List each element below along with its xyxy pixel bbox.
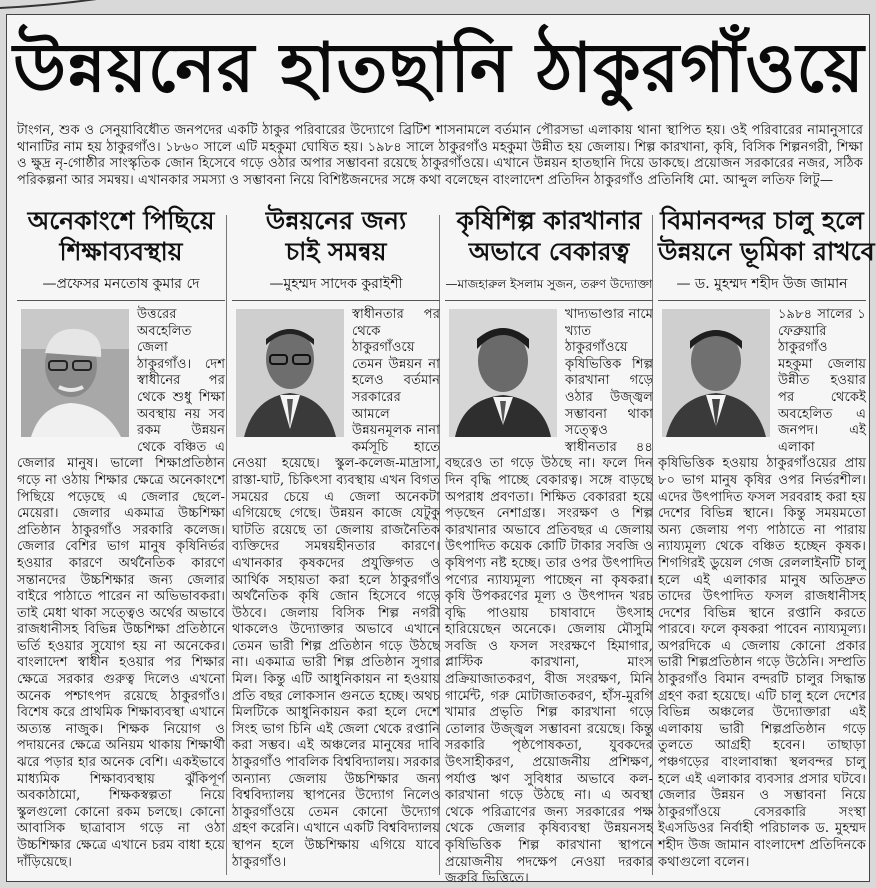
page-top-decoration — [0, 0, 876, 12]
portrait-photo — [449, 309, 557, 437]
article-column-coordination — [232, 205, 440, 875]
column-byline: —মাজহারুল ইসলাম সুজন, তরুণ উদ্যোক্তা — [445, 275, 653, 301]
column-title: উন্নয়নের জন্য চাই সমন্বয় — [265, 206, 407, 266]
column-body: উত্তরের অবহেলিত জেলা ঠাকুরগাঁও। দেশ স্বাধীনের পর থেকে শুধু শিক্ষা অবস্থায় নয় সব রকম উন্নয়ন থেকে বঞ্চিত এ জেলার মানুষ। ভালো শিক্ষাপ্রতিষ্ঠান গড়ে না ওঠায় শিক্ষার ক্ষেত্রে অনেকাংশে পিছিয়ে পড়েছে এ জেলার ছেলে-মেয়েরা। জেলার একমাত্র উচ্চশিক্ষা প্রতিষ্ঠান ঠাকুরগাঁও সরকারি কলেজ। জেলার বেশির ভাগ মানুষ কৃষিনির্ভর হওয়ার কারণে অর্থনৈতিক কারণে সন্তানদের উচ্চশিক্ষার জন্য জেলার বাইরে পাঠাতে পারেন না অভিভাবকরা। তাই মেধা থাকা সত্ত্বেও অর্থের অভাবে রাজধানীসহ বিভিন্ন উচ্চশিক্ষা প্রতিষ্ঠানে ভর্তি হওয়ার সুযোগ হয় না অনেকের। বাংলাদেশ স্বাধীন হওয়ার পর শিক্ষার ক্ষেত্রে সরকার গুরুত্ব দিলেও এখনো অনেক পশ্চাৎপদ রয়েছে ঠাকুরগাঁও। বিশেষ করে প্রাথমিক শিক্ষাব্যবস্থা এখানে অত্যন্ত নাজুক। শিক্ষক নিয়োগ ও পদায়নের ক্ষেত্রে অনিয়ম থাকায় শিক্ষার্থী ঝরে পড়ার হার অনেক বেশি। একইভাবে মাধ্যমিক শিক্ষাব্যবস্থায় ঝুঁকিপূর্ণ অবকাঠামো, শিক্ষকস্বল্পতা নিয়ে স্কুলগুলো কোনো রকম চলছে। কোনো আবাসিক ছাত্রাবাস গড়ে না ওঠা উচ্চশিক্ষার ক্ষেত্রে এখানে চরম বাধা হয়ে দাঁড়িয়েছে। — [17, 307, 225, 870]
column-byline: — ড. মুহম্মদ শহীদ উজ জামান — [658, 275, 866, 301]
column-body: ১৯৮৪ সালের ১ ফেব্রুয়ারি ঠাকুরগাঁও মহকুমা জেলায় উন্নীত হওয়ার পর থেকেই অবহেলিত এ জনপদ। এই এলাকা কৃষিভিত্তিক হওয়ায় ঠাকুরগাঁওয়ের প্রায় ৮০ ভাগ মানুষ কৃষির ওপর নির্ভরশীল। এদের উৎপাদিত ফসল সরবরাহ করা হয় দেশের বিভিন্ন স্থানে। কিন্তু সময়মতো অন্য জেলায় পণ্য পাঠাতে না পারায় ন্যায্যমূল্য থেকে বঞ্চিত হচ্ছেন কৃষক। শিগগিরই ডুয়েল গেজ রেললাইনটি চালু হলে এই এলাকার মানুষ অতিদ্রুত তাদের উৎপাদিত ফসল রাজধানীসহ দেশের বিভিন্ন স্থানে রপ্তানি করতে পারবে। ফলে কৃষকরা পাবেন ন্যায্যমূল্য। অপরদিকে এ জেলায় কোনো প্রকার ভারী শিল্পপ্রতিষ্ঠান গড়ে উঠেনি। সম্প্রতি ঠাকুরগাঁও বিমান বন্দরটি চালুর সিদ্ধান্ত গ্রহণ করা হয়েছে। এটি চালু হলে দেশের বিভিন্ন অঞ্চলের উদ্যোক্তারা এই এলাকায় ভারী শিল্পপ্রতিষ্ঠান গড়ে তুলতে আগ্রহী হবেন। তাছাড়া পঞ্চগড়ের বাংলাবান্ধা স্থলবন্দর চালু হলে এই এলাকার ব্যবসার প্রসার ঘটবে। জেলার উন্নয়ন ও সম্ভাবনা নিয়ে ঠাকুরগাঁওয়ে বেসরকারি সংস্থা ইএসডিওর নির্বাহী পরিচালক ড. মুহম্মদ শহীদ উজ জামান বাংলাদেশ প্রতিদিনকে কথাগুলো বলেন। — [658, 307, 866, 870]
portrait-photo — [662, 309, 770, 437]
article-column-airport — [658, 205, 875, 875]
column-title: অনেকাংশে পিছিয়ে শিক্ষাব্যবস্থায় — [27, 206, 215, 266]
column-divider — [226, 215, 227, 875]
page-headline: উন্নয়নের হাতছানি ঠাকুরগাঁওয়ে — [13, 29, 865, 108]
column-body: খাদ্যভাণ্ডার নামে খ্যাত ঠাকুরগাঁওয়ে কৃষিভিত্তিক শিল্প কারখানা গড়ে ওঠার উজ্জ্বল সম্ভাবনা থাকা সত্ত্বেও স্বাধীনতার ৪৪ বছরেও তা গড়ে উঠছে না। ফলে দিন দিন বৃদ্ধি পাচ্ছে বেকারত্ব। সঙ্গে বাড়ছে অপরাধ প্রবণতা। শিক্ষিত বেকাররা হয়ে পড়ছেন নেশাগ্রস্ত। সংরক্ষণ ও শিল্প কারখানার অভাবে প্রতিবছর এ জেলায় উৎপাদিত কয়েক কোটি টাকার সবজি ও কৃষিপণ্য নষ্ট হচ্ছে। তার ওপর উৎপাদিত পণ্যের ন্যায্যমূল্য পাচ্ছেন না কৃষকরা। কৃষি উপকরণের মূল্য ও উৎপাদন খরচ বৃদ্ধি পাওয়ায় চাষাবাদে উৎসাহ হারিয়েছেন অনেকে। জেলায় মৌসুমি সবজি ও ফসল সংরক্ষণে হিমাগার, প্লাস্টিক কারখানা, মাংস প্রক্রিয়াজাতকরণ, বীজ সংরক্ষণ, মিনি গার্মেন্ট, গরু মোটাজাতকরণ, হাঁস-মুরগি খামার প্রভৃতি শিল্প কারখানা গড়ে তোলার উজ্জ্বল সম্ভাবনা রয়েছে। কিন্তু সরকারি পৃষ্ঠপোষকতা, যুবকদের উৎসাহীকরণ, প্রয়োজনীয় প্রশিক্ষণ, পর্যাপ্ত ঋণ সুবিধার অভাবে কল-কারখানা গড়ে উঠছে না। এ অবস্থা থেকে পরিত্রাণের জন্য সরকারের পক্ষ থেকে জেলার কৃষিব্যবস্থা উন্নয়নসহ কৃষিভিত্তিক শিল্প কারখানা স্থাপনে প্রয়োজনীয় পদক্ষেপ নেওয়া দরকার জরুরি ভিত্তিতে। — [445, 307, 653, 887]
article-column-education — [17, 205, 225, 875]
column-title: কৃষিশিল্প কারখানার অভাবে বেকারত্ব — [456, 206, 642, 266]
portrait-photo — [21, 309, 129, 437]
intro-paragraph: টাংগন, শুক ও সেনুয়াবিধৌত জনপদের একটি ঠাকুর পরিবারের উদ্যোগে ব্রিটিশ শাসনামলে বর্তমান পৌরসভা এলাকায় থানা স্থাপিত হয়। ওই পরিবারের নামানুসারে থানাটির নাম হয় ঠাকুরগাঁও। ১৮৬০ সালে এটি মহকুমা ঘোষিত হয়। ১৯৮৪ সালে ঠাকুরগাঁও মহকুমা উন্নীত হয় জেলায়। শিল্প কারখানা, কৃষি, বিসিক শিল্পনগরী, শিক্ষা ও ক্ষুদ্র নৃ-গোষ্ঠীর সাংস্কৃতিক জোন হিসেবে গড়ে ওঠার অপার সম্ভাবনা রয়েছে ঠাকুরগাঁওয়ে। এখানে উন্নয়ন হাতছানি দিয়ে ডাকছে। প্রয়োজন সরকারের নজর, সঠিক পরিকল্পনা আর সমন্বয়। এখানকার সমস্যা ও সম্ভাবনা নিয়ে বিশিষ্টজনদের সঙ্গে কথা বলেছেন বাংলাদেশ প্রতিদিন ঠাকুরগাঁও প্রতিনিধি মো. আব্দুল লতিফ লিটু— — [17, 123, 863, 188]
column-byline: —প্রফেসর মনতোষ কুমার দে — [17, 275, 225, 301]
column-title: বিমানবন্দর চালু হলে উন্নয়নে ভূমিকা রাখবে — [658, 206, 875, 266]
portrait-photo — [236, 309, 344, 437]
column-byline: —মুহম্মদ সাদেক কুরাইশী — [232, 275, 440, 301]
column-body: স্বাধীনতার পর থেকে ঠাকুরগাঁওয়ে তেমন উন্নয়ন না হলেও বর্তমান সরকারের আমলে উন্নয়নমূলক নানা কর্মসূচি হাতে নেওয়া হয়েছে। স্কুল-কলেজ-মাদ্রাসা, রাস্তা-ঘাট, চিকিৎসা ব্যবস্থায় এখন বিগত সময়ের চেয়ে এ জেলা অনেকটা এগিয়েছে গেছে। উন্নয়ন কাজে যেটুকু ঘাটতি রয়েছে তা জেলায় রাজনৈতিক ব্যক্তিদের সমন্বয়হীনতার কারণে। এখানকার কৃষকদের প্রযুক্তিগত ও আর্থিক সহায়তা করা হলে ঠাকুরগাঁও অর্থনৈতিক কৃষি জোন হিসেবে গড়ে উঠবে। জেলায় বিসিক শিল্প নগরী থাকলেও উদ্যোক্তার অভাবে এখানে তেমন ভারী শিল্প প্রতিষ্ঠান গড়ে উঠছে না। একমাত্র ভারী শিল্প প্রতিষ্ঠান সুগার মিল। কিন্তু এটি আধুনিকায়ন না হওয়ায় প্রতি বছর লোকসান গুনতে হচ্ছে। অথচ মিলটিকে আধুনিকায়ন করা হলে দেশে সিংহ ভাগ চিনি এই জেলা থেকে রপ্তানি করা সম্ভব। এই অঞ্চলের মানুষের দাবি ঠাকুরগাঁও পাবলিক বিশ্ববিদ্যালয়। সরকার অন্যান্য জেলায় উচ্চশিক্ষার জন্য বিশ্ববিদ্যালয় স্থাপনের উদ্যোগ নিলেও ঠাকুরগাঁওয়ে তেমন কোনো উদ্যোগ গ্রহণ করেনি। এখানে একটি বিশ্ববিদ্যালয় স্থাপন হলে উচ্চশিক্ষায় এগিয়ে যাবে ঠাকুরগাঁও। — [232, 307, 440, 870]
newspaper-page — [6, 14, 875, 887]
article-column-agro-industry — [445, 205, 653, 887]
